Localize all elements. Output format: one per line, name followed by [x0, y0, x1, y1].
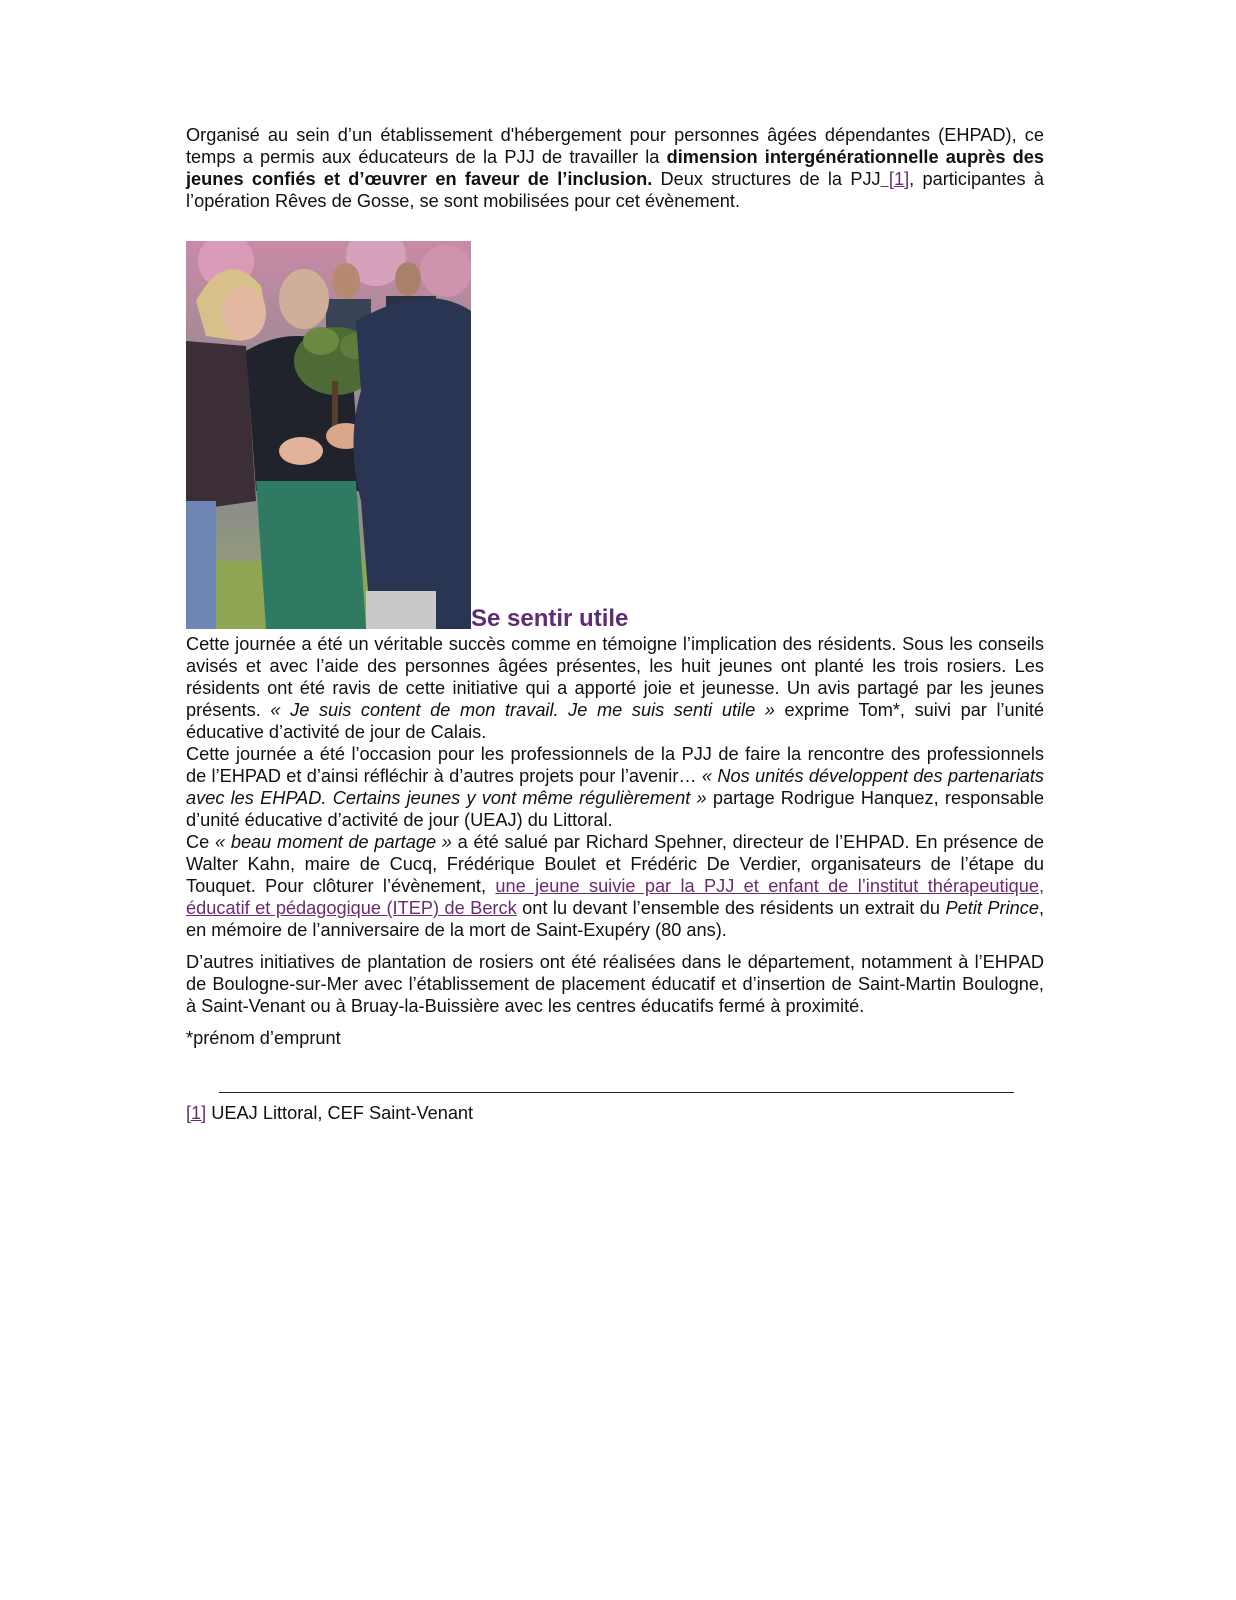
p1-text-2: exprime Tom*, suivi par l’unité éducative d’activité de jour de Calais.	[186, 700, 1044, 742]
itep-link[interactable]: une jeune suivie par la PJJ et enfant de l’institut thérapeutique, éducatif et pédagogique (ITEP) de Berck	[186, 876, 1045, 918]
footnote-divider	[219, 1092, 1014, 1093]
paragraph-4: D’autres initiatives de plantation de rosiers ont été réalisées dans le département, notamment à l’EHPAD de Boulogne-sur-Mer avec l’établissement de placement éducatif et d’insertion de Saint-Martin Boulogne, à Saint-Venant ou à Bruay-la-Buissière avec les centres éducatifs fermé à proximité.	[186, 952, 1044, 1016]
article-body	[186, 124, 1044, 1049]
p3-quote: « beau moment de partage »	[214, 832, 452, 852]
p1-quote: « Je suis content de mon travail. Je me suis senti utile »	[270, 700, 775, 720]
intro-paragraph	[186, 124, 1044, 212]
intro-bold: dimension intergénérationnelle auprès des jeunes confiés et d’œuvrer en faveur de l’inclusion.	[186, 147, 1044, 189]
p2-text: Cette journée a été l’occasion pour les professionnels de la PJJ de faire la rencontre des professionnels de l’EHPAD et d’ainsi réfléchir à d’autres projets pour l’avenir…	[186, 744, 1044, 786]
footnote-ref-link[interactable]: [1]	[880, 169, 910, 189]
paragraph-1	[186, 633, 1044, 743]
footnote	[186, 1102, 473, 1124]
p1-text: Cette journée a été un véritable succès comme en témoigne l’implication des résidents. Sous les conseils avisés et avec l’aide des personnes âgées présentes, les huit jeunes ont planté les trois rosiers. Les résidents ont été ravis de cette initiative qui a apporté joie et jeunesse. Un avis partagé par les jeunes présents.	[186, 634, 1044, 720]
p3-text-4: , en mémoire de l’anniversaire de la mort de Saint-Exupéry (80 ans).	[186, 898, 1044, 940]
intro-text-3: , participantes à l’opération Rêves de Gosse, se sont mobilisées pour cet évènement.	[186, 169, 1044, 211]
p3-text-2: a été salué par Richard Spehner, directeur de l’EHPAD. En présence de Walter Kahn, maire de Cucq, Frédérique Boulet et Frédéric De Verdier, organisateurs de l’étape du Touquet. Pour clôturer l’évènement,	[186, 832, 1044, 896]
paragraph-2	[186, 743, 1044, 831]
paragraph-3	[186, 831, 1044, 941]
footnote-backref-link[interactable]: [1]	[186, 1103, 207, 1123]
section-heading: Se sentir utile	[471, 605, 629, 632]
book-title: Petit Prince	[945, 898, 1039, 918]
rose-planting-photo	[186, 241, 471, 629]
p2-text-2: partage Rodrigue Hanquez, responsable d’unité éducative d’activité de jour (UEAJ) du Littoral.	[186, 788, 1044, 830]
p3-text-3: ont lu devant l’ensemble des résidents un extrait du	[516, 898, 946, 918]
photo-row	[186, 241, 1044, 633]
pseudonym-note: *prénom d’emprunt	[186, 1028, 341, 1048]
p2-quote: « Nos unités développent des partenariats avec les EHPAD. Certains jeunes y vont même régulièrement »	[186, 766, 1044, 808]
footnote-text: UEAJ Littoral, CEF Saint-Venant	[206, 1103, 474, 1123]
p3-text: Ce	[186, 832, 215, 852]
intro-text-2: Deux structures de la PJJ	[652, 169, 881, 189]
intro-text: Organisé au sein d’un établissement d'hébergement pour personnes âgées dépendantes (EHPAD), ce temps a permis aux éducateurs de la PJJ de travailler la	[186, 125, 1044, 167]
